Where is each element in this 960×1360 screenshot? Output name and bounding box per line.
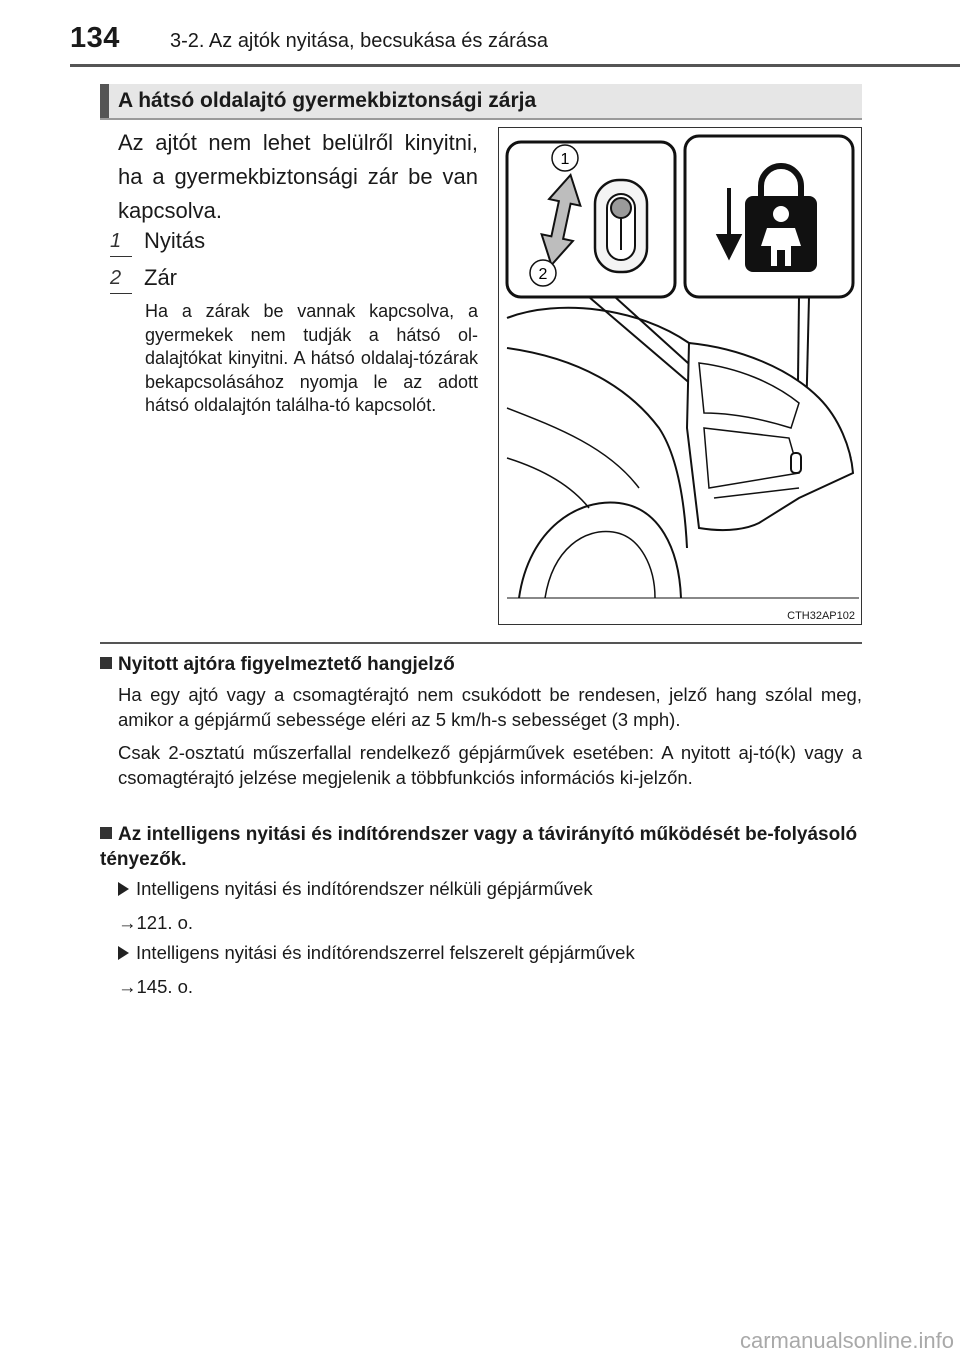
header-rule: [70, 64, 960, 67]
door-warning-heading-text: Nyitott ajtóra figyelmeztető hangjelző: [118, 654, 455, 675]
page-number: 134: [70, 22, 120, 54]
item-number: 2: [110, 267, 132, 294]
triangle-bullet-icon: [118, 946, 129, 960]
smart-entry-bullet-1: [118, 876, 593, 901]
rear-door: [687, 343, 853, 530]
switch-knob: [611, 198, 631, 218]
wheel-arch: [519, 502, 681, 598]
page-reference-121[interactable]: →121. o.: [118, 912, 194, 933]
section-divider: [100, 642, 862, 644]
smart-entry-heading: [100, 822, 862, 872]
child-lock-illustration: [498, 127, 862, 625]
smart-entry-heading-text: Az intelligens nyitási és indítórendszer vagy a távirányító működését be-folyásoló tényezők.: [100, 824, 858, 870]
smart-entry-bullet-2: [118, 940, 635, 965]
callout-2-label: 2: [538, 266, 548, 283]
chapter-title: 3-2. Az ajtók nyitása, becsukása és zárása: [170, 30, 548, 52]
door-warning-paragraph-1: Ha egy ajtó vagy a csomagtérajtó nem csukódott be rendesen, jelző hang szólal meg, amikor a gépjármű sebessége eléri az 5 km/h-s sebességet (3 mph).: [118, 684, 862, 730]
door-warning-heading: [100, 652, 862, 677]
child-lock-note: Ha a zárak be vannak kapcsolva, a gyermekek nem tudják a hátsó ol-dalajtókat kinyitni. A hátsó oldalaj-tózárak bekapcsolásához nyomja le az adott hátsó oldalajtón találha-tó kapcsolót.: [145, 301, 478, 415]
watermark: carmanualsonline.info: [739, 1328, 954, 1353]
page-reference-145[interactable]: →145. o.: [118, 976, 194, 997]
intro-text: Az ajtót nem lehet belülről kinyitni, ha a gyermekbiztonsági zár be van kapcsolva.: [118, 130, 478, 223]
item-label: Nyitás: [144, 228, 206, 253]
item-label: Zár: [144, 265, 177, 290]
square-bullet-icon: [100, 657, 112, 669]
car-door-drawing: [499, 128, 863, 626]
bullet-2-text: Intelligens nyitási és indítórendszerrel felszerelt gépjárművek: [136, 942, 635, 963]
section-title: A hátsó oldalajtó gyermekbiztonsági zárja: [118, 89, 537, 112]
door-warning-paragraph-2: Csak 2-osztatú műszerfallal rendelkező gépjárművek esetében: A nyitott aj-tó(k) vagy a csomagtérajtó jelzése megjelenik a többfunkciós információs ki-jelzőn.: [118, 742, 862, 788]
car-pillar: [507, 348, 687, 548]
bullet-1-text: Intelligens nyitási és indítórendszer nélküli gépjárművek: [136, 878, 593, 899]
figure-code: CTH32AP102: [787, 610, 855, 622]
square-bullet-icon: [100, 827, 112, 839]
triangle-bullet-icon: [118, 882, 129, 896]
door-lock-switch: [791, 453, 801, 473]
section-accent: [100, 84, 109, 118]
section-title-bar: [100, 84, 862, 120]
callout-1-label: 1: [560, 151, 570, 168]
item-number: 1: [110, 230, 132, 257]
